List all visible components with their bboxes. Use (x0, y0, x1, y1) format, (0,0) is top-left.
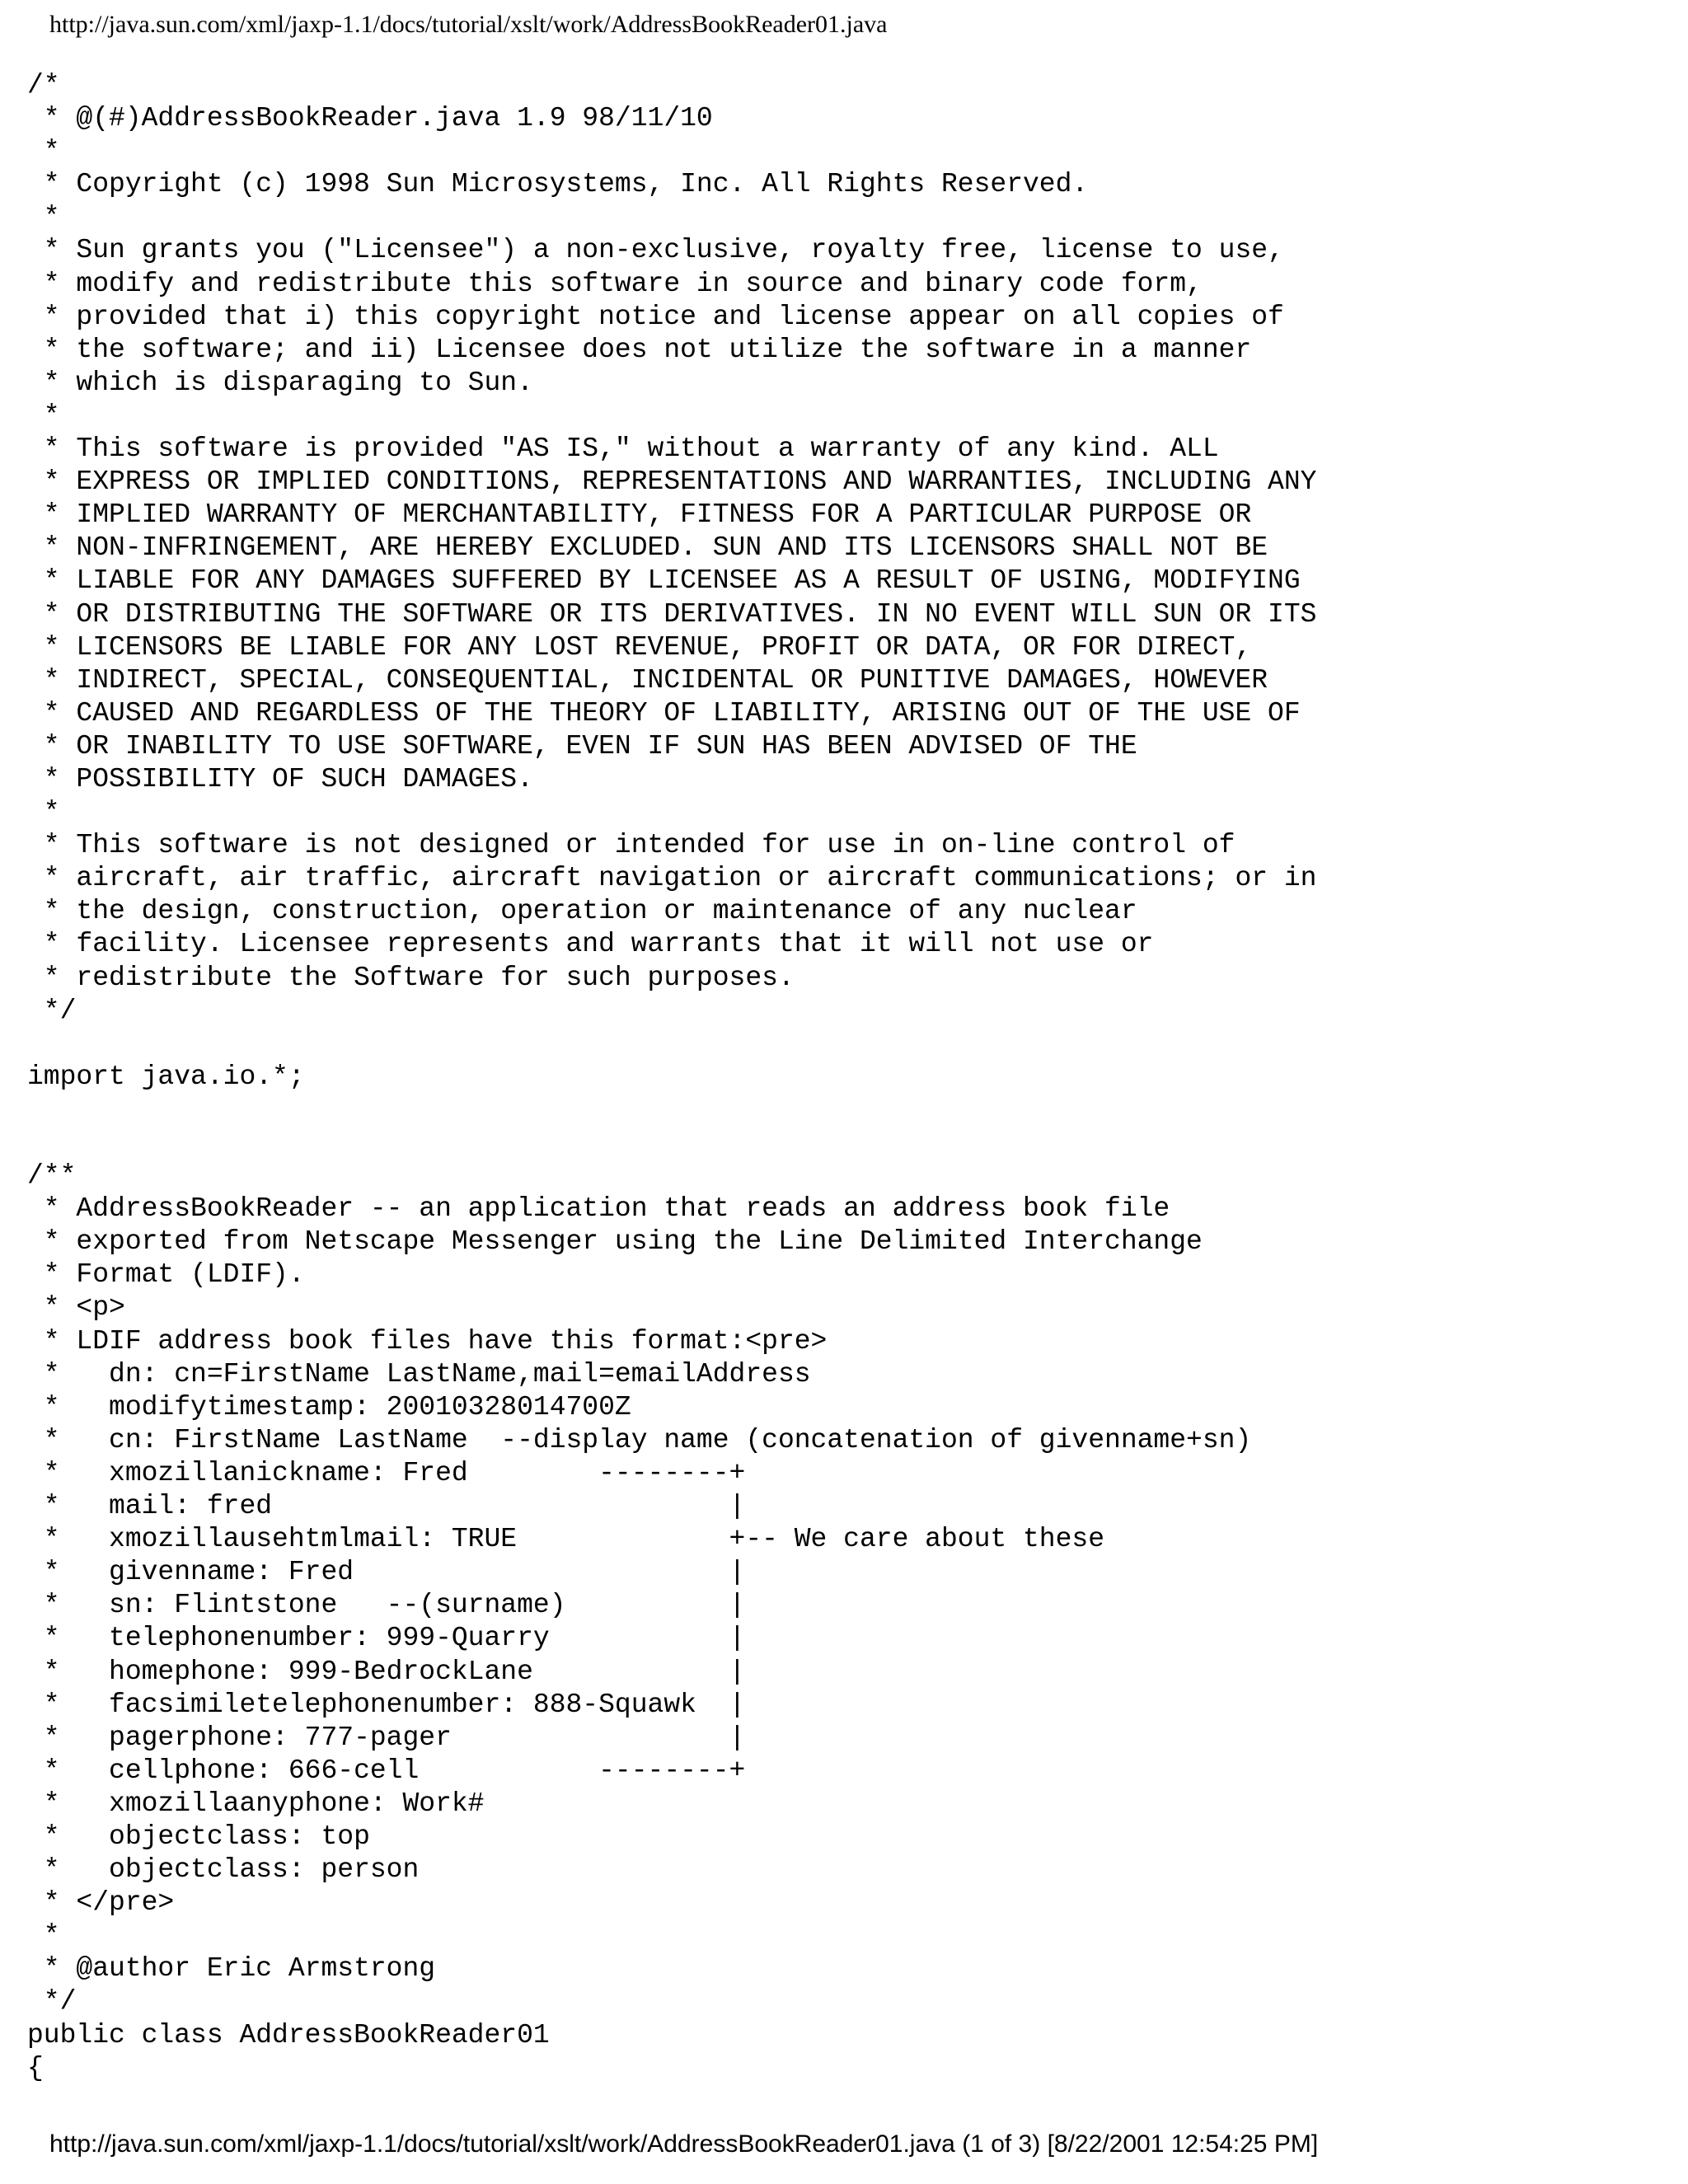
code-line: * OR INABILITY TO USE SOFTWARE, EVEN IF SUN HAS BEEN ADVISED OF THE (27, 730, 1137, 762)
code-line: * AddressBookReader -- an application that reads an address book file (27, 1193, 1170, 1225)
code-line: * (27, 136, 60, 167)
code-line: * IMPLIED WARRANTY OF MERCHANTABILITY, FITNESS FOR A PARTICULAR PURPOSE OR (27, 499, 1252, 531)
code-line: * xmozillanickname: Fred --------+ (27, 1457, 746, 1488)
code-line: */ (27, 995, 77, 1026)
footer-page-count: (1 of 3) (962, 2130, 1041, 2158)
code-line: * homephone: 999-BedrockLane | (27, 1656, 746, 1687)
code-line: /* (27, 70, 60, 101)
code-line: * sn: Flintstone --(surname) | (27, 1590, 746, 1621)
code-line: * modifytimestamp: 20010328014700Z (27, 1391, 631, 1422)
code-line: * facility. Licensee represents and warrants that it will not use or (27, 929, 1154, 960)
code-line: * </pre> (27, 1887, 175, 1919)
footer-url: http://java.sun.com/xml/jaxp-1.1/docs/tutorial/xslt/work/AddressBookReader01.java (49, 2130, 955, 2158)
page-footer (49, 2130, 1318, 2159)
code-line: * (27, 202, 60, 233)
code-line: * Copyright (c) 1998 Sun Microsystems, Inc. All Rights Reserved. (27, 169, 1089, 200)
code-line: import java.io.*; (27, 1061, 305, 1092)
code-line: * INDIRECT, SPECIAL, CONSEQUENTIAL, INCIDENTAL OR PUNITIVE DAMAGES, HOWEVER (27, 664, 1268, 696)
code-line: * modify and redistribute this software in source and binary code form, (27, 268, 1203, 299)
code-line: * which is disparaging to Sun. (27, 367, 533, 398)
code-line (27, 1094, 1316, 1127)
code-line: * CAUSED AND REGARDLESS OF THE THEORY OF LIABILITY, ARISING OUT OF THE USE OF (27, 697, 1301, 729)
code-line: * NON-INFRINGEMENT, ARE HEREBY EXCLUDED. SUN AND ITS LICENSORS SHALL NOT BE (27, 532, 1268, 564)
code-line: * exported from Netscape Messenger using the Line Delimited Interchange (27, 1226, 1203, 1258)
code-line (27, 1127, 1316, 1160)
code-line: { (27, 2052, 44, 2083)
code-line: * xmozillausehtmlmail: TRUE +-- We care about these (27, 1524, 1105, 1555)
code-line: * facsimiletelephonenumber: 888-Squawk | (27, 1689, 746, 1720)
code-line: * objectclass: person (27, 1854, 420, 1886)
code-line: * (27, 1920, 60, 1952)
source-code-block (27, 69, 1316, 2085)
code-line: * (27, 400, 60, 431)
code-line: /** (27, 1160, 77, 1192)
code-line: * Sun grants you ("Licensee") a non-exclusive, royalty free, license to use, (27, 235, 1284, 266)
code-line: * cn: FirstName LastName --display name (concatenation of givenname+sn) (27, 1424, 1252, 1455)
code-line: * the design, construction, operation or maintenance of any nuclear (27, 896, 1137, 927)
code-line: * (27, 797, 60, 828)
page-header-url: http://java.sun.com/xml/jaxp-1.1/docs/tutorial/xslt/work/AddressBookReader01.java (49, 11, 888, 38)
code-line: * LDIF address book files have this format:<pre> (27, 1325, 828, 1357)
code-line: * redistribute the Software for such purposes. (27, 962, 795, 993)
code-line: * This software is provided "AS IS," without a warranty of any kind. ALL (27, 434, 1219, 465)
code-line: * xmozillaanyphone: Work# (27, 1788, 485, 1819)
code-line: * LIABLE FOR ANY DAMAGES SUFFERED BY LICENSEE AS A RESULT OF USING, MODIFYING (27, 565, 1301, 597)
code-line: * This software is not designed or intended for use in on-line control of (27, 830, 1236, 861)
code-line: */ (27, 1986, 77, 2018)
code-line: * pagerphone: 777-pager | (27, 1722, 746, 1753)
code-line: * @(#)AddressBookReader.java 1.9 98/11/10 (27, 103, 713, 134)
code-line: * givenname: Fred | (27, 1557, 746, 1588)
code-line: * dn: cn=FirstName LastName,mail=emailAddress (27, 1358, 811, 1390)
code-line: * OR DISTRIBUTING THE SOFTWARE OR ITS DERIVATIVES. IN NO EVENT WILL SUN OR ITS (27, 598, 1317, 630)
code-line: * mail: fred | (27, 1491, 746, 1522)
code-line: * Format (LDIF). (27, 1259, 305, 1291)
code-line: * the software; and ii) Licensee does not utilize the software in a manner (27, 334, 1252, 365)
code-line: * telephonenumber: 999-Quarry | (27, 1623, 746, 1654)
code-line: * aircraft, air traffic, aircraft navigation or aircraft communications; or in (27, 863, 1317, 894)
code-line: * POSSIBILITY OF SUCH DAMAGES. (27, 763, 533, 794)
footer-timestamp: [8/22/2001 12:54:25 PM] (1047, 2130, 1319, 2158)
code-line: * provided that i) this copyright notice and license appear on all copies of (27, 301, 1284, 332)
code-line: * EXPRESS OR IMPLIED CONDITIONS, REPRESENTATIONS AND WARRANTIES, INCLUDING ANY (27, 466, 1317, 498)
code-line: * objectclass: top (27, 1821, 370, 1852)
code-line: * cellphone: 666-cell --------+ (27, 1755, 746, 1786)
code-line: * LICENSORS BE LIABLE FOR ANY LOST REVENUE, PROFIT OR DATA, OR FOR DIRECT, (27, 631, 1252, 663)
code-line: * @author Eric Armstrong (27, 1953, 436, 1985)
code-line (27, 1028, 1316, 1061)
code-line: * <p> (27, 1292, 125, 1324)
code-line: public class AddressBookReader01 (27, 2019, 550, 2050)
